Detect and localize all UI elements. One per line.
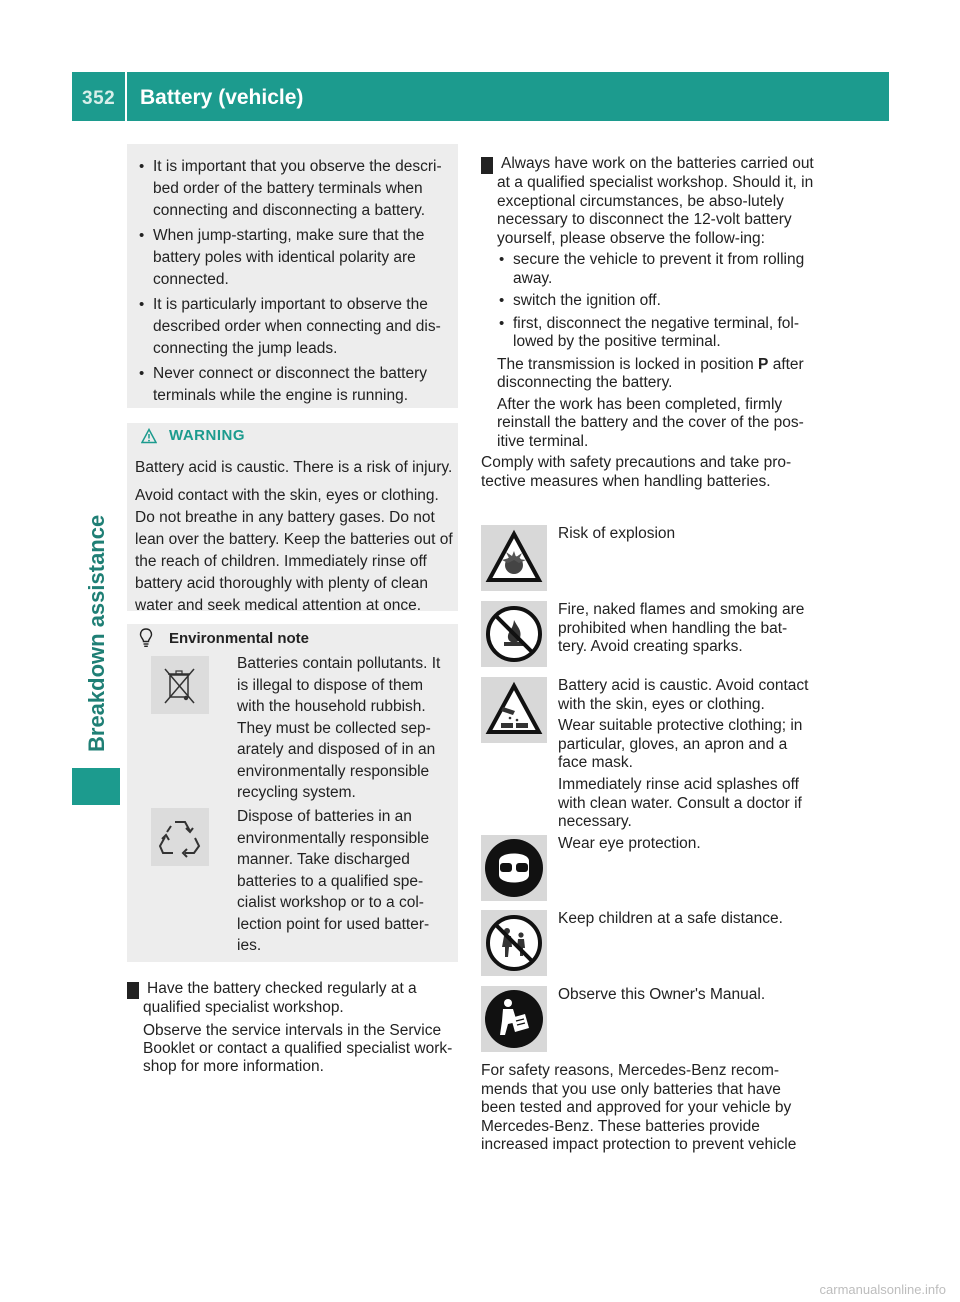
env-note-heading: Environmental note [169, 629, 310, 647]
chapter-side-marker [72, 768, 120, 805]
manual-text: Observe this Owner's Manual. [558, 986, 766, 1003]
right-notice [476, 155, 816, 491]
gear-position: P [758, 355, 769, 373]
transmission-note [481, 356, 816, 393]
left-notice-text-2: Observe the service intervals in the Service Booklet or contact a qualified specialist work-shop for more information. [143, 1022, 453, 1075]
list-item: • It is particularly important to observe the described order when connecting and dis-connecting the jump leads. [137, 294, 453, 360]
section-title: Battery (vehicle) [140, 86, 304, 109]
right-notice-list [497, 251, 816, 352]
env-note-text-2: Dispose of batteries in an environmentally responsible manner. Take discharged batteries to a qualified spe-cialist workshop or to a col-lection point for used batter-ies. [237, 808, 430, 954]
page-number: 352 [82, 88, 116, 109]
exclamation-icon: ! [127, 982, 139, 999]
acid-hazard-icon [481, 677, 547, 743]
watermark-text: carmanualsonline.info [819, 1282, 946, 1297]
transmission-note-text: The transmission is locked in position [497, 355, 759, 373]
warning-box [127, 423, 458, 614]
acid-text-2: Wear suitable protective clothing; in particular, gloves, an apron and a face mask. [558, 717, 803, 771]
final-paragraph: For safety reasons, Mercedes-Benz recom-mends that you use only batteries that have been tested and approved for your vehicle by Mercedes-Benz. These batteries provide increased impact protection to prevent vehicle [481, 1062, 797, 1153]
warning-text-2: Avoid contact with the skin, eyes or clothing. Do not breathe in any battery gases. Do not lean over the battery. Keep the batteries out of the reach of children. Immediately rinse off battery acid thoroughly with plenty of clean water and seek medical attention at once. [135, 487, 453, 614]
warning-triangle-icon [141, 428, 157, 444]
list-item: • first, disconnect the negative terminal, fol-lowed by the positive terminal. [497, 315, 816, 352]
eye-protection-text: Wear eye protection. [558, 835, 701, 852]
env-note-text-1: Batteries contain pollutants. It is illegal to dispose of them with the household rubbish. They must be collected sep-arately and disposed of in an environmentally responsible recycling system. [237, 655, 441, 801]
acid-text-1: Battery acid is caustic. Avoid contact with the skin, eyes or clothing. [558, 677, 809, 713]
children-text: Keep children at a safe distance. [558, 910, 783, 927]
no-fire-icon [481, 601, 547, 667]
environmental-note-box [127, 624, 458, 962]
owners-manual-icon [481, 986, 547, 1052]
comply-text: Comply with safety precautions and take pro-tective measures when handling batteries. [481, 454, 792, 490]
list-item: • secure the vehicle to prevent it from rolling away. [497, 251, 816, 288]
transmission-note-text-end: after disconnecting the battery. [497, 355, 804, 391]
battery-order-box [127, 144, 458, 408]
explosion-icon [481, 525, 547, 591]
left-notice-line-1 [122, 980, 462, 1017]
acid-text-3: Immediately rinse acid splashes off with clean water. Consult a doctor if necessary. [558, 776, 802, 830]
recycle-icon [151, 808, 209, 866]
exclamation-icon: ! [481, 157, 493, 174]
warning-header [141, 427, 245, 444]
right-notice-intro: Always have work on the batteries carried out at a qualified specialist workshop. Should it, in exceptional circumstances, be abso-lutely necessary to disconnect the 12-volt battery yourself, please observe the follow-ing: [497, 155, 814, 247]
fire-text: Fire, naked flames and smoking are prohibited when handling the bat-tery. Avoid creating sparks. [558, 601, 805, 655]
list-item: • Never connect or disconnect the battery terminals while the engine is running. [137, 363, 453, 407]
crossed-bin-icon [151, 656, 209, 714]
right-notice-intro-line [476, 155, 816, 248]
list-item: • It is important that you observe the descri-bed order of the battery terminals when connecting and disconnecting a battery. [137, 156, 453, 222]
lightbulb-icon [139, 628, 153, 648]
left-notice-text-1: Have the battery checked regularly at a qualified specialist workshop. [143, 980, 417, 1016]
header-divider [125, 72, 127, 121]
battery-order-list [137, 156, 453, 410]
eye-protection-icon [481, 835, 547, 901]
left-notice [122, 980, 462, 1076]
list-item: • When jump-starting, make sure that the battery poles with identical polarity are connected. [137, 225, 453, 291]
page-header [72, 72, 889, 121]
warning-heading: WARNING [169, 427, 245, 444]
list-item: • switch the ignition off. [497, 292, 816, 311]
keep-children-away-icon [481, 910, 547, 976]
warning-text-1: Battery acid is caustic. There is a risk of injury. [135, 459, 453, 476]
explosion-text: Risk of explosion [558, 525, 676, 542]
reinstall-note: After the work has been completed, firmly reinstall the battery and the cover of the pos-itive terminal. [497, 395, 804, 450]
env-note-header [139, 628, 309, 648]
chapter-side-label: Breakdown assistance [84, 514, 109, 752]
